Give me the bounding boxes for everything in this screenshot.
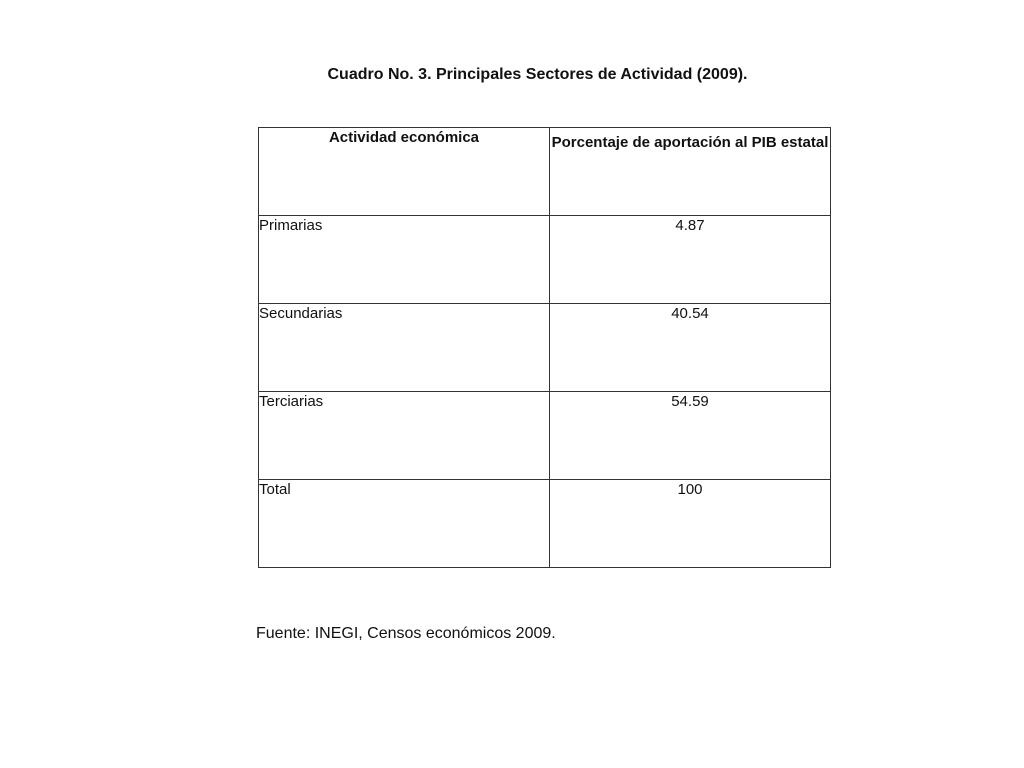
table-row [259,480,831,568]
activity-cell: Terciarias [259,392,550,480]
table-title: Cuadro No. 3. Principales Sectores de Actividad (2009). [327,66,748,83]
percentage-cell: 4.87 [550,216,831,304]
activity-cell: Total [259,480,550,568]
sectors-table [258,127,831,568]
activity-cell: Primarias [259,216,550,304]
percentage-cell: 54.59 [550,392,831,480]
percentage-cell: 100 [550,480,831,568]
table-row [259,392,831,480]
column-header-activity: Actividad económica [259,128,550,216]
activity-cell: Secundarias [259,304,550,392]
table-row [259,216,831,304]
table-row [259,304,831,392]
column-header-percentage: Porcentaje de aportación al PIB estatal [550,128,831,216]
table-header-row [259,128,831,216]
percentage-cell: 40.54 [550,304,831,392]
source-note: Fuente: INEGI, Censos económicos 2009. [256,625,556,642]
